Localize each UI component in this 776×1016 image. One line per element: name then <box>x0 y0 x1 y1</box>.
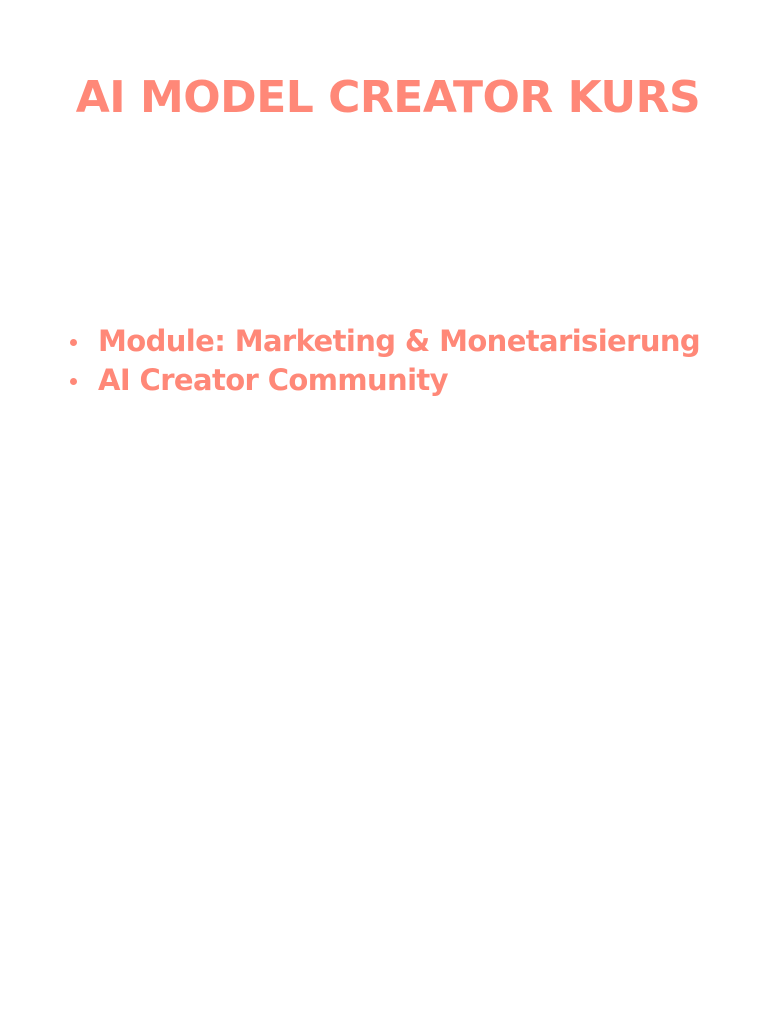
list-item <box>60 361 700 400</box>
list-item <box>60 322 700 361</box>
feature-label: Module: Marketing & Monetarisierung <box>98 324 701 358</box>
page-title: AI MODEL CREATOR KURS <box>75 72 701 123</box>
feature-label: AI Creator Community <box>98 363 448 397</box>
bullet-icon <box>70 339 77 346</box>
bullet-icon <box>70 378 77 385</box>
feature-list <box>60 322 700 400</box>
